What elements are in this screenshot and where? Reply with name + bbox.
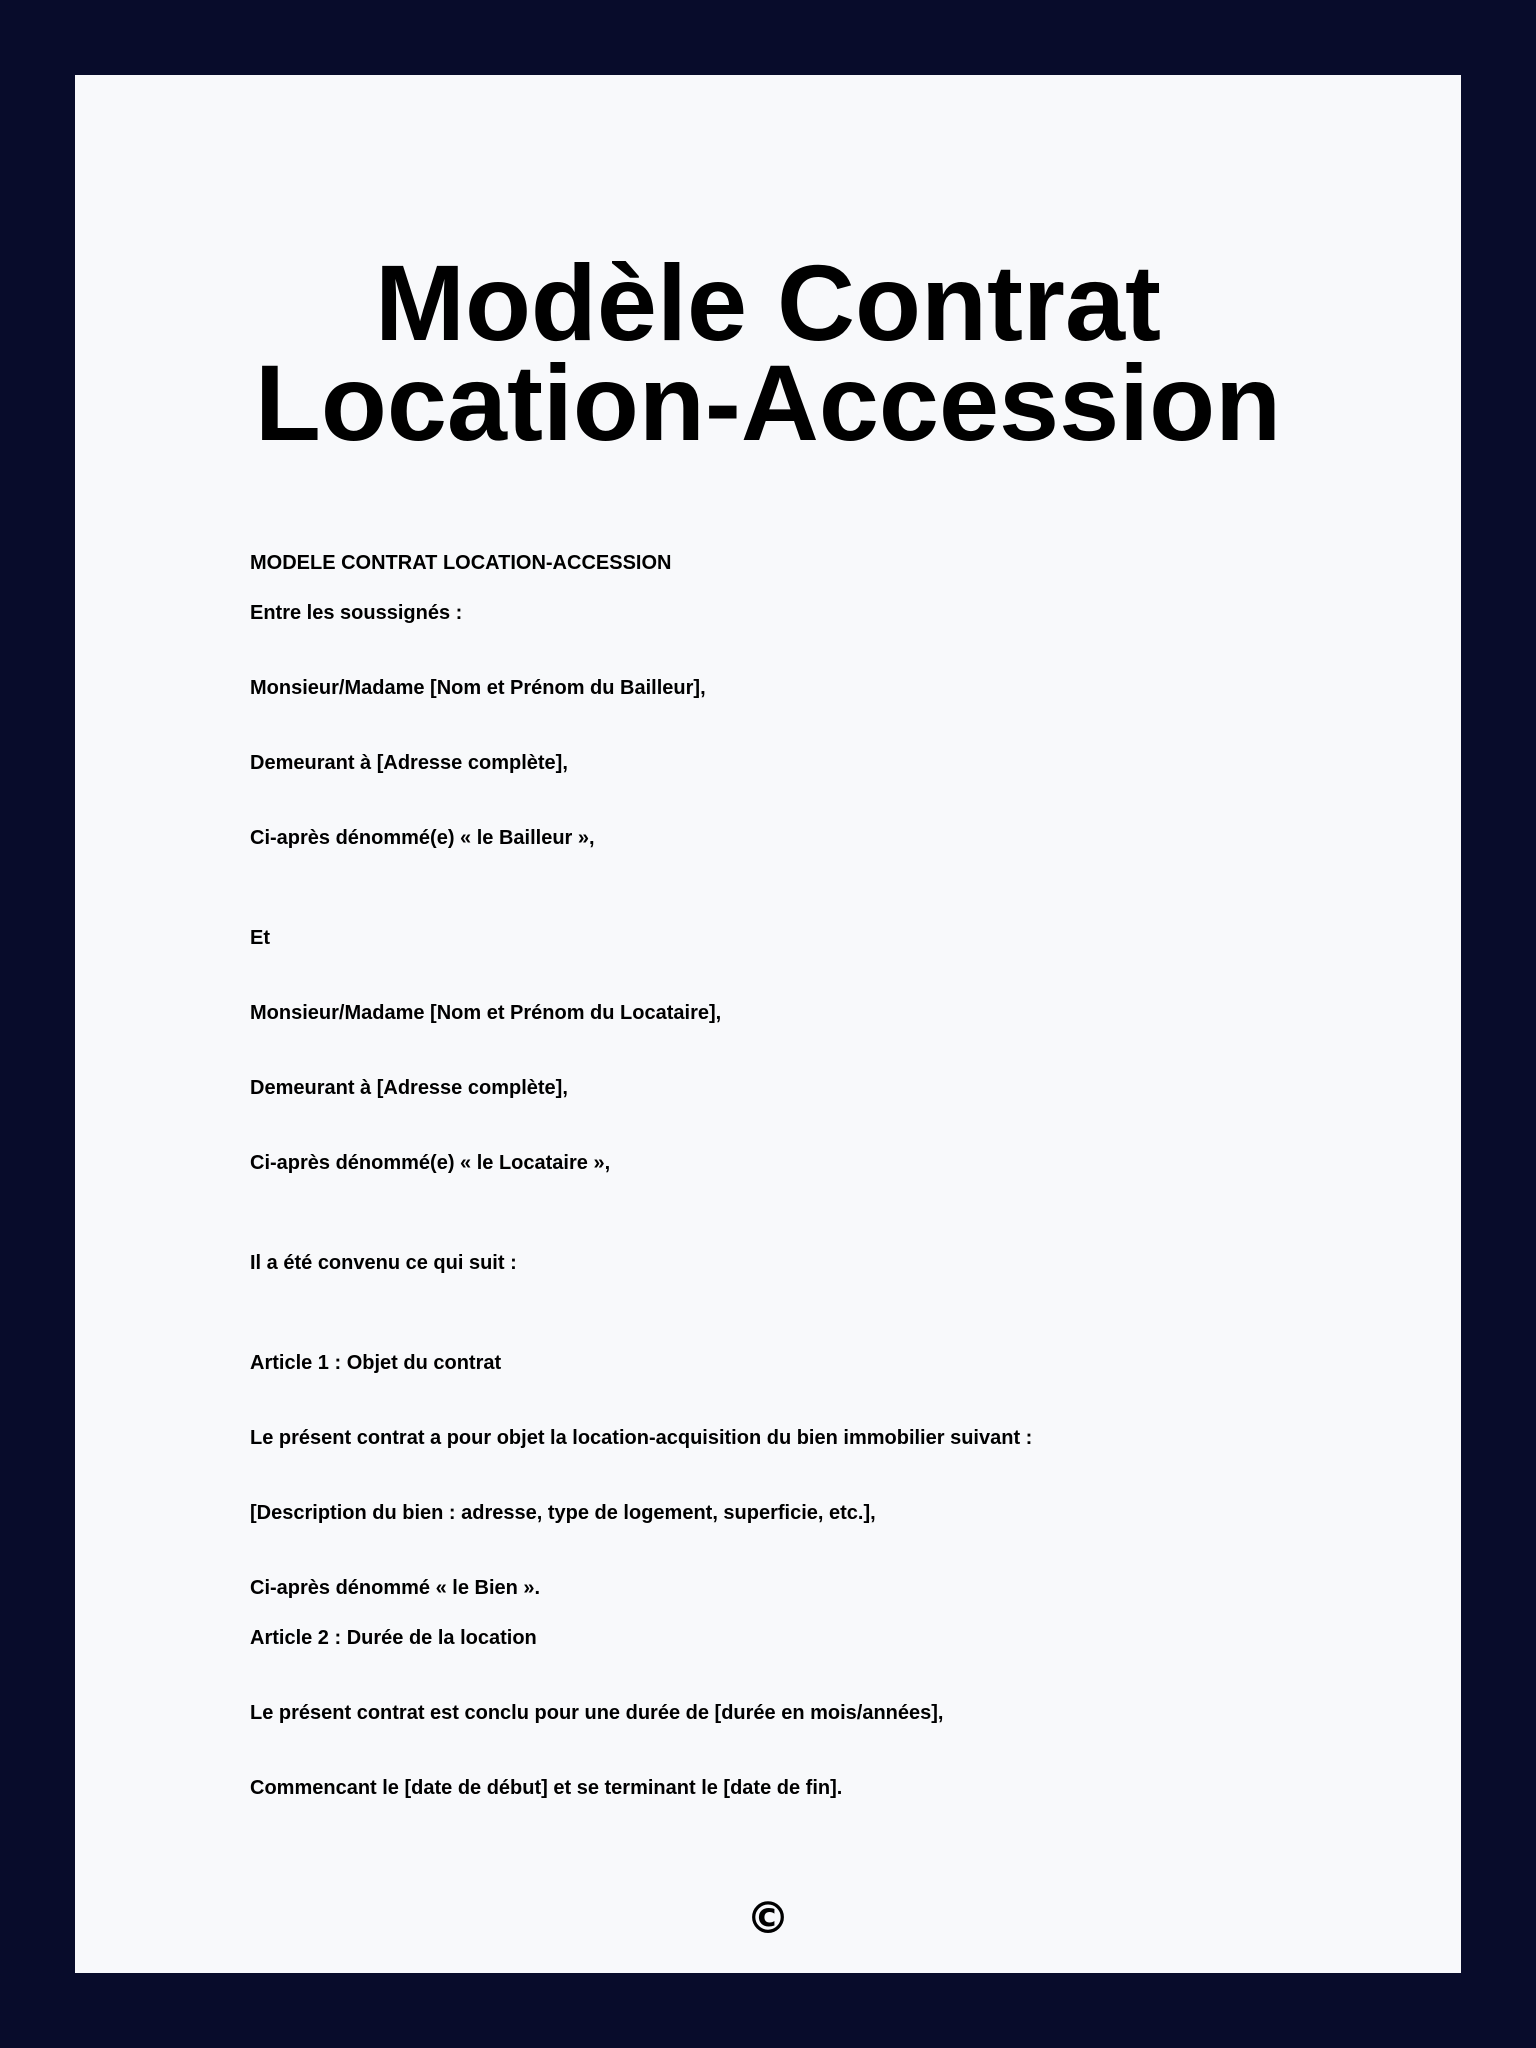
article-2-dates: Commencant le [date de début] et se terminant le [date de fin]. [250, 1777, 843, 1799]
title-line-1: Modèle Contrat [374, 242, 1161, 363]
title-line-2: Location-Accession [254, 342, 1282, 463]
contract-heading: MODELE CONTRAT LOCATION-ACCESSION [250, 552, 672, 574]
tenant-address: Demeurant à [Adresse complète], [250, 1077, 568, 1099]
landlord-name: Monsieur/Madame [Nom et Prénom du Bailleur], [250, 677, 706, 699]
article-1-heading: Article 1 : Objet du contrat [250, 1352, 502, 1374]
document-page [75, 75, 1461, 1973]
and-separator: Et [250, 927, 270, 949]
landlord-designation: Ci-après dénommé(e) « le Bailleur », [250, 827, 595, 849]
article-2-heading: Article 2 : Durée de la location [250, 1627, 537, 1649]
document-title [75, 242, 1461, 463]
parties-intro: Entre les soussignés : [250, 602, 463, 624]
landlord-address: Demeurant à [Adresse complète], [250, 752, 568, 774]
tenant-name: Monsieur/Madame [Nom et Prénom du Locataire], [250, 1002, 722, 1024]
article-1-designation: Ci-après dénommé « le Bien ». [250, 1577, 541, 1599]
article-1-object: Le présent contrat a pour objet la location-acquisition du bien immobilier suivant : [250, 1427, 1033, 1449]
agreement-intro: Il a été convenu ce qui suit : [250, 1252, 517, 1274]
article-1-description: [Description du bien : adresse, type de logement, superficie, etc.], [250, 1502, 876, 1524]
copyright-icon: © [746, 1893, 790, 1944]
tenant-designation: Ci-après dénommé(e) « le Locataire », [250, 1152, 611, 1174]
article-2-duration: Le présent contrat est conclu pour une durée de [durée en mois/années], [250, 1702, 944, 1724]
